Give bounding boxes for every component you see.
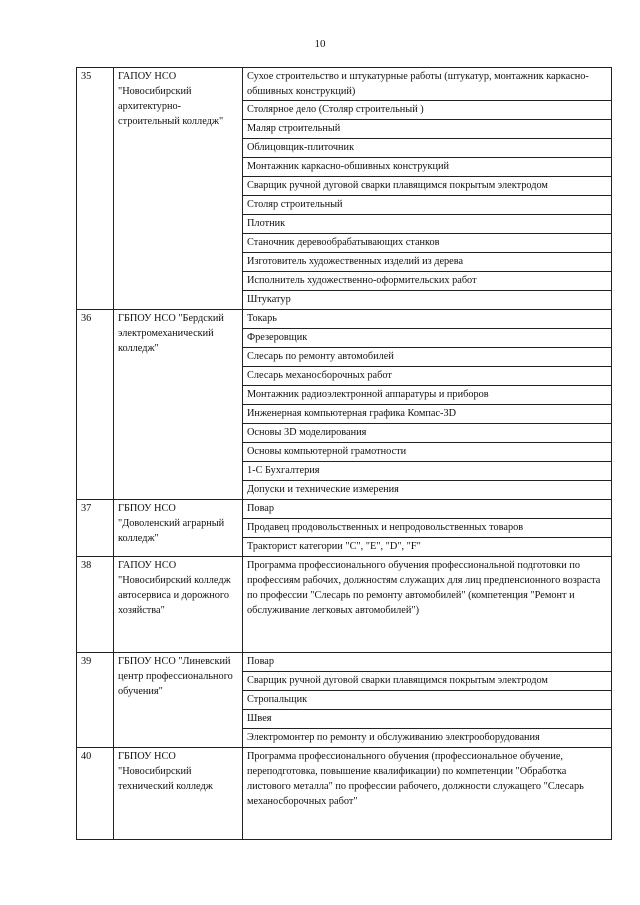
institution-number: 35 xyxy=(77,68,114,310)
course-name: Электромонтер по ремонту и обслуживанию электрооборудования xyxy=(243,729,612,748)
institution-number: 40 xyxy=(77,748,114,840)
course-row xyxy=(77,557,612,653)
course-name: Тракторист категории "С", "Е", "D", "F" xyxy=(243,538,612,557)
course-row xyxy=(77,500,612,519)
course-row xyxy=(77,653,612,672)
course-name: Повар xyxy=(243,500,612,519)
course-name: Программа профессионального обучения профессиональной подготовки по профессиям рабочих, должностям служащих для лиц предпенсионного возраста по профессии "Слесарь по ремонту автомобилей" (компетенция "Ремонт и обслуживание легковых автомобилей") xyxy=(243,557,612,653)
course-name: Швея xyxy=(243,710,612,729)
course-name: Исполнитель художественно-оформительских работ xyxy=(243,272,612,291)
course-name: Повар xyxy=(243,653,612,672)
course-name: Плотник xyxy=(243,215,612,234)
course-name: Фрезеровщик xyxy=(243,329,612,348)
course-name: Штукатур xyxy=(243,291,612,310)
course-name: Столяр строительный xyxy=(243,196,612,215)
institution-name: ГБПОУ НСО "Доволенский аграрный колледж" xyxy=(114,500,243,557)
institution-name: ГАПОУ НСО "Новосибирский архитектурно-строительный колледж" xyxy=(114,68,243,310)
course-name: Продавец продовольственных и непродовольственных товаров xyxy=(243,519,612,538)
course-name: Сухое строительство и штукатурные работы (штукатур, монтажник каркасно-обшивных конструкций) xyxy=(243,68,612,101)
institution-name: ГБПОУ НСО "Линевский центр профессионального обучения" xyxy=(114,653,243,748)
course-name: Столярное дело (Столяр строительный ) xyxy=(243,101,612,120)
institution-name: ГБПОУ НСО "Новосибирский технический колледж xyxy=(114,748,243,840)
institution-name: ГБПОУ НСО "Бердский электромеханический колледж" xyxy=(114,310,243,500)
course-name: Станочник деревообрабатывающих станков xyxy=(243,234,612,253)
course-name: Изготовитель художественных изделий из дерева xyxy=(243,253,612,272)
institution-number: 38 xyxy=(77,557,114,653)
course-row xyxy=(77,310,612,329)
course-name: Стропальщик xyxy=(243,691,612,710)
course-name: Слесарь по ремонту автомобилей xyxy=(243,348,612,367)
programs-table xyxy=(76,67,612,840)
course-name: Программа профессионального обучения (профессиональное обучение, переподготовка, повышение квалификации) по компетенции "Обработка листового металла" по профессии рабочего, должности служащего "Слесарь механосборочных работ" xyxy=(243,748,612,840)
course-name: Сварщик ручной дуговой сварки плавящимся покрытым электродом xyxy=(243,177,612,196)
course-name: 1-С Бухгалтерия xyxy=(243,462,612,481)
course-name: Токарь xyxy=(243,310,612,329)
course-name: Маляр строительный xyxy=(243,120,612,139)
course-name: Основы 3D моделирования xyxy=(243,424,612,443)
course-row xyxy=(77,68,612,101)
course-name: Основы компьютерной грамотности xyxy=(243,443,612,462)
page-number: 10 xyxy=(314,38,326,50)
institution-name: ГАПОУ НСО "Новосибирский колледж автосервиса и дорожного хозяйства" xyxy=(114,557,243,653)
institution-number: 37 xyxy=(77,500,114,557)
course-name: Сварщик ручной дуговой сварки плавящимся покрытым электродом xyxy=(243,672,612,691)
programs-table-body xyxy=(77,68,612,840)
course-name: Монтажник радиоэлектронной аппаратуры и приборов xyxy=(243,386,612,405)
course-name: Монтажник каркасно-обшивных конструкций xyxy=(243,158,612,177)
institution-number: 36 xyxy=(77,310,114,500)
course-row xyxy=(77,748,612,840)
course-name: Облицовщик-плиточник xyxy=(243,139,612,158)
course-name: Допуски и технические измерения xyxy=(243,481,612,500)
course-name: Инженерная компьютерная графика Компас-3D xyxy=(243,405,612,424)
course-name: Слесарь механосборочных работ xyxy=(243,367,612,386)
institution-number: 39 xyxy=(77,653,114,748)
